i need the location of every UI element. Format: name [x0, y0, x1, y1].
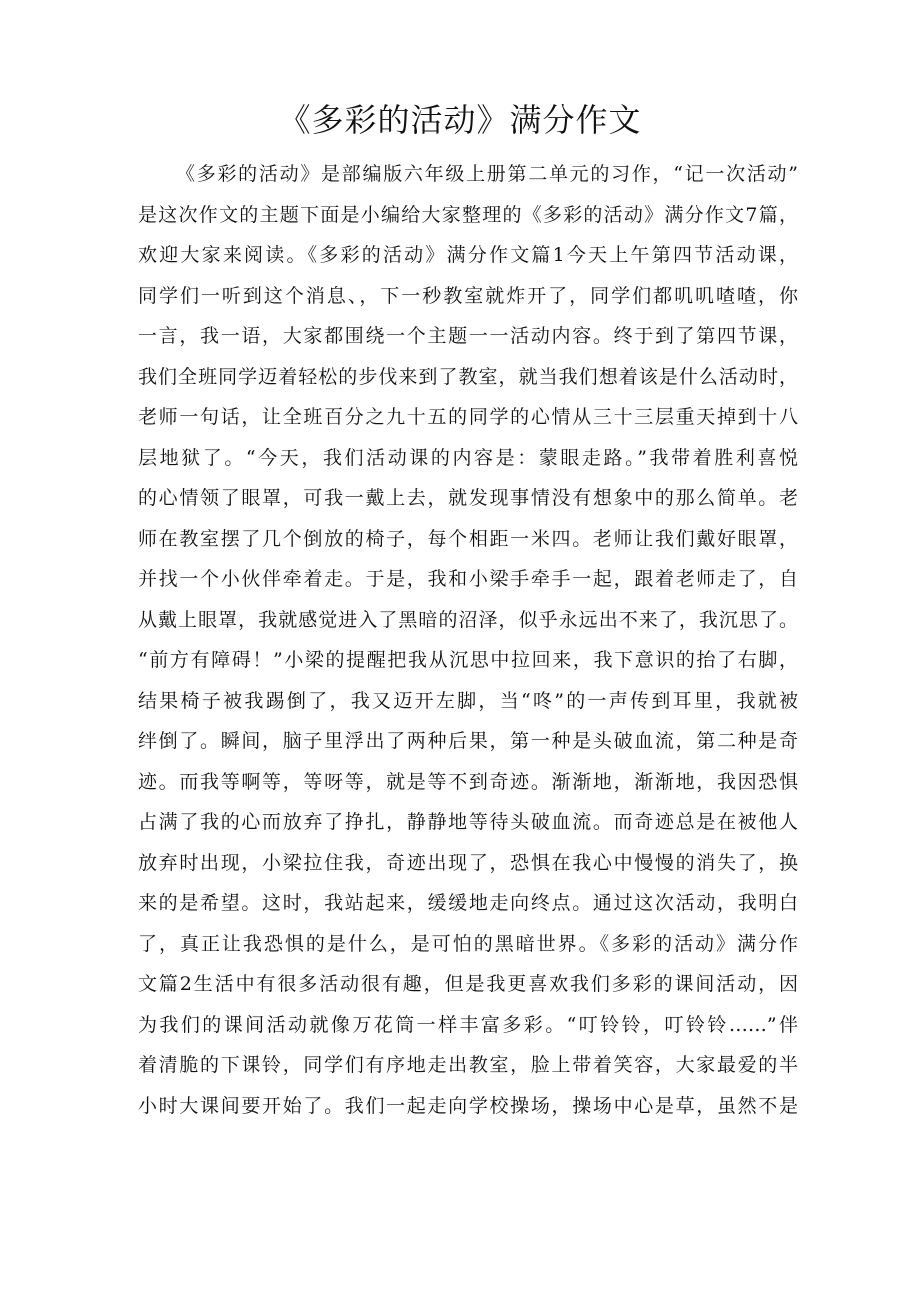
body-line: 一言，我一语，大家都围绕一个主题一一活动内容。终于到了第四节课， — [138, 325, 798, 347]
body-line: 为我们的课间活动就像万花筒一样丰富多彩。“叮铃铃，叮铃铃……”伴 — [138, 1013, 798, 1036]
body-line: 占满了我的心而放弃了挣扎，静静地等待头破血流。而奇迹总是在被他人 — [138, 811, 798, 833]
body-line: 层地狱了。“今天，我们活动课的内容是：蒙眼走路。”我带着胜利喜悦 — [138, 446, 798, 469]
body-line: 了，真正让我恐惧的是什么，是可怕的黑暗世界。《多彩的活动》满分作 — [138, 932, 798, 955]
body-line: 欢迎大家来阅读。《多彩的活动》满分作文篇1今天上午第四节活动课， — [138, 244, 798, 266]
body-line: 着清脆的下课铃，同学们有序地走出教室，脸上带着笑容，大家最爱的半 — [138, 1054, 798, 1076]
body-line: 文篇2生活中有很多活动很有趣，但是我更喜欢我们多彩的课间活动，因 — [138, 973, 798, 995]
body-line: 老师一句话，让全班百分之九十五的同学的心情从三十三层重天掉到十八 — [138, 406, 798, 428]
body-line: 是这次作文的主题下面是小编给大家整理的《多彩的活动》满分作文7篇， — [138, 203, 798, 226]
document-body — [138, 154, 798, 1126]
document-title: 《多彩的活动》满分作文 — [278, 101, 642, 139]
body-line: 绊倒了。瞬间，脑子里浮出了两种后果，第一种是头破血流，第二种是奇 — [138, 730, 798, 752]
body-line: 放弃时出现，小梁拉住我，奇迹出现了，恐惧在我心中慢慢的消失了，换 — [138, 851, 798, 874]
body-line: 《多彩的活动》是部编版六年级上册第二单元的习作，“记一次活动” — [176, 163, 798, 185]
body-line: 师在教室摆了几个倒放的椅子，每个相距一米四。老师让我们戴好眼罩， — [138, 527, 798, 550]
body-line: 的心情领了眼罩，可我一戴上去，就发现事情没有想象中的那么简单。老 — [138, 487, 798, 509]
body-line: 我们全班同学迈着轻松的步伐来到了教室，就当我们想着该是什么活动时， — [138, 365, 798, 388]
body-line: “前方有障碍！”小梁的提醒把我从沉思中拉回来，我下意识的抬了右脚， — [138, 649, 798, 671]
body-line: 并找一个小伙伴牵着走。于是，我和小梁手牵手一起，跟着老师走了，自 — [138, 568, 798, 590]
body-line: 结果椅子被我踢倒了，我又迈开左脚，当“咚”的一声传到耳里，我就被 — [138, 689, 798, 712]
body-line: 迹。而我等啊等，等呀等，就是等不到奇迹。渐渐地，渐渐地，我因恐惧 — [138, 770, 798, 793]
body-line: 同学们一听到这个消息、，下一秒教室就炸开了，同学们都叽叽喳喳，你 — [138, 284, 798, 307]
body-line: 来的是希望。这时，我站起来，缓缓地走向终点。通过这次活动，我明白 — [138, 892, 798, 914]
body-line: 小时大课间要开始了。我们一起走向学校操场，操场中心是草，虽然不是 — [138, 1094, 798, 1117]
body-line: 从戴上眼罩，我就感觉进入了黑暗的沼泽，似乎永远出不来了，我沉思了。 — [138, 608, 798, 631]
